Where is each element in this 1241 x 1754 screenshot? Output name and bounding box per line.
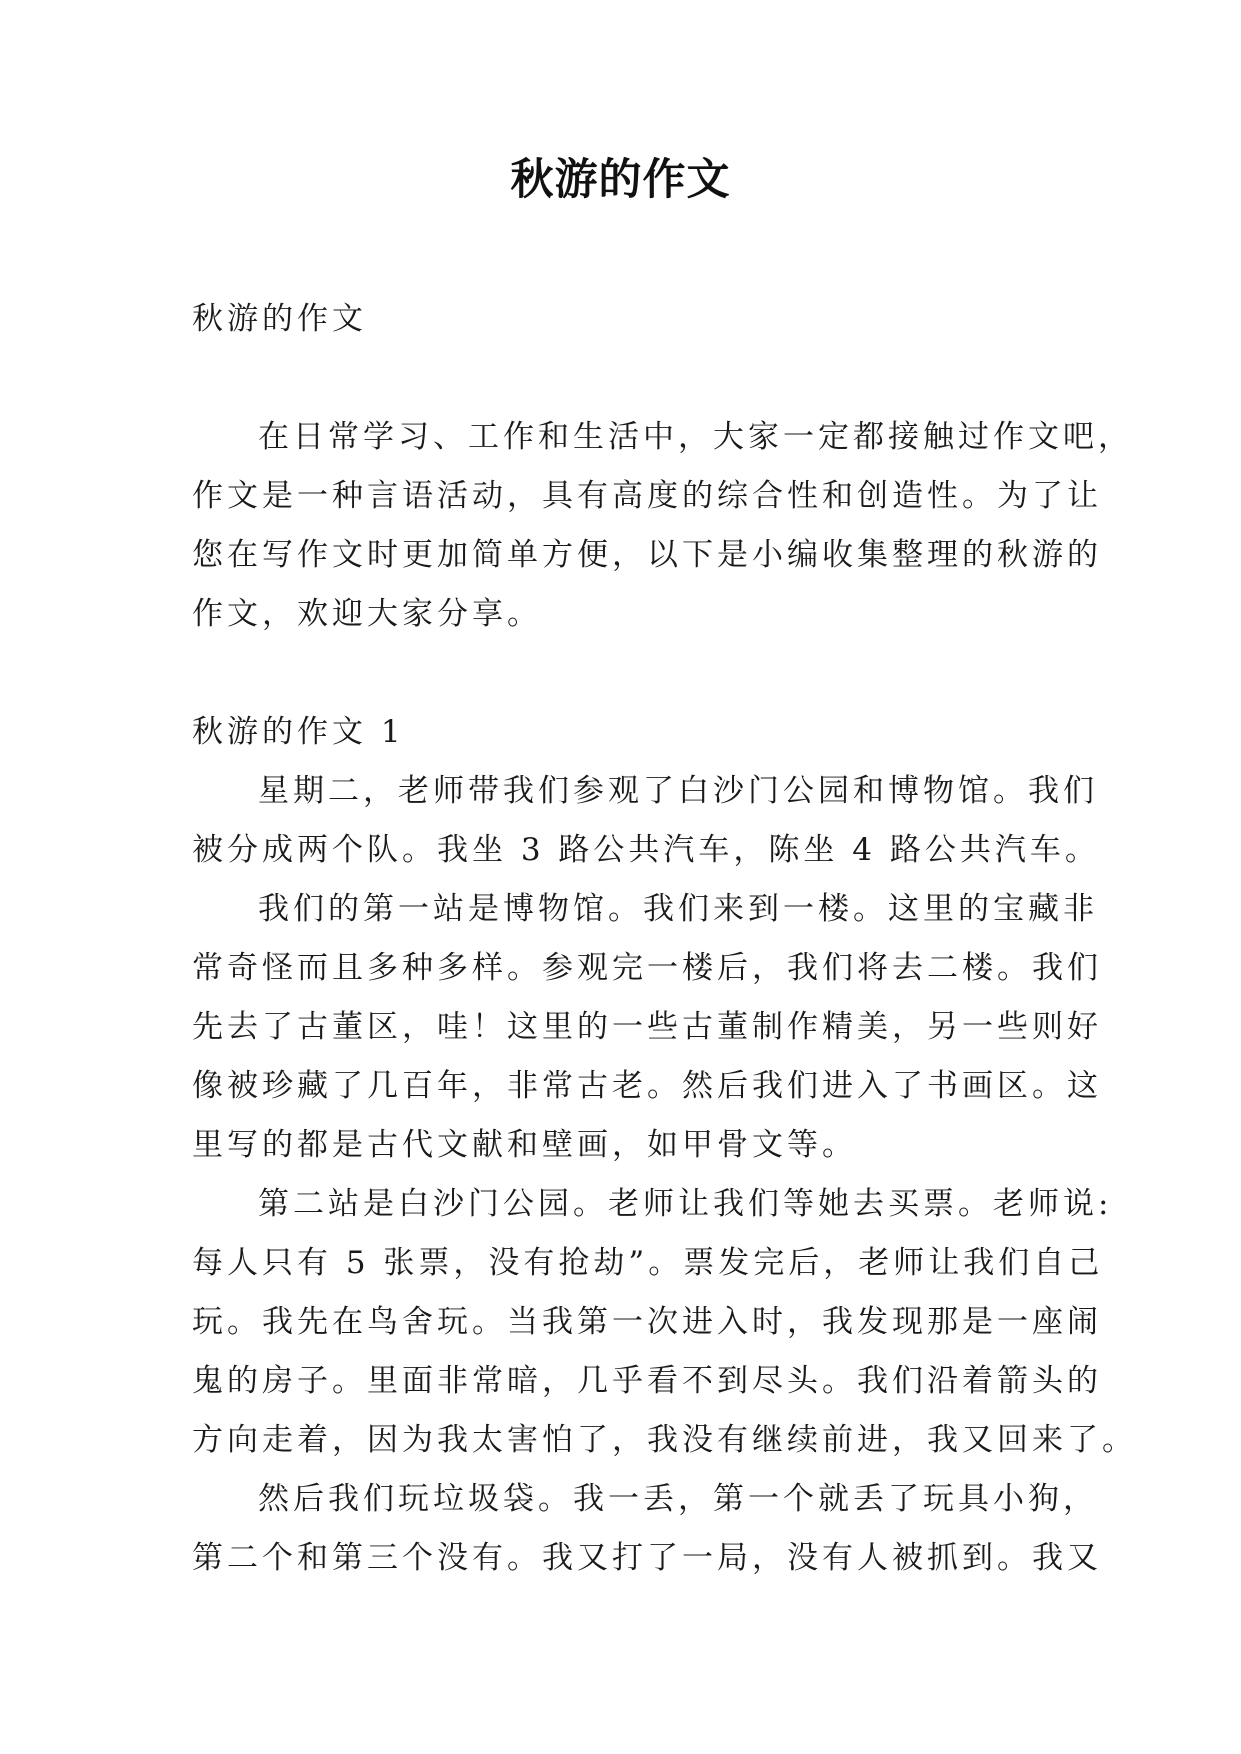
paragraph-line: 第二站是白沙门公园。老师让我们等她去买票。老师说: xyxy=(258,1186,1113,1222)
paragraph-line: 鬼的房子。里面非常暗，几乎看不到尽头。我们沿着箭头的 xyxy=(192,1363,1102,1399)
paragraph-line: 我们的第一站是博物馆。我们来到一楼。这里的宝藏非 xyxy=(258,891,1098,927)
paragraph-line: 您在写作文时更加简单方便，以下是小编收集整理的秋游的 xyxy=(192,537,1102,573)
story-paragraph-4 xyxy=(192,1470,1102,1588)
section-heading: 秋游的作文 1 xyxy=(192,714,405,750)
intro-paragraph xyxy=(192,408,1133,644)
paragraph-line: 星期二，老师带我们参观了白沙门公园和博物馆。我们 xyxy=(258,773,1098,809)
paragraph-line: 然后我们玩垃圾袋。我一丢，第一个就丢了玩具小狗， xyxy=(258,1481,1098,1517)
paragraph-line: 在日常学习、工作和生活中，大家一定都接触过作文吧， xyxy=(258,419,1133,455)
document-title: 秋游的作文 xyxy=(510,155,731,205)
document-body xyxy=(192,290,1137,1588)
paragraph-line: 常奇怪而且多种多样。参观完一楼后，我们将去二楼。我们 xyxy=(192,950,1102,986)
paragraph-line: 作文是一种言语活动，具有高度的综合性和创造性。为了让 xyxy=(192,478,1102,514)
paragraph-line: 第二个和第三个没有。我又打了一局，没有人被抓到。我又 xyxy=(192,1540,1102,1576)
paragraph-line: 每人只有 5 张票，没有抢劫”。票发完后，老师让我们自己 xyxy=(192,1245,1104,1281)
paragraph-line: 里写的都是古代文献和壁画，如甲骨文等。 xyxy=(192,1127,857,1163)
paragraph-line: 像被珍藏了几百年，非常古老。然后我们进入了书画区。这 xyxy=(192,1068,1102,1104)
document-subtitle: 秋游的作文 xyxy=(192,301,367,337)
story-paragraph-2 xyxy=(192,880,1102,1175)
paragraph-line: 作文，欢迎大家分享。 xyxy=(192,596,542,632)
paragraph-line: 先去了古董区，哇！这里的一些古董制作精美，另一些则好 xyxy=(192,1009,1102,1045)
story-paragraph-1 xyxy=(192,762,1100,880)
paragraph-line: 被分成两个队。我坐 3 路公共汽车，陈坐 4 路公共汽车。 xyxy=(192,832,1100,868)
paragraph-line: 玩。我先在鸟舍玩。当我第一次进入时，我发现那是一座闹 xyxy=(192,1304,1102,1340)
paragraph-line: 方向走着，因为我太害怕了，我没有继续前进，我又回来了。 xyxy=(192,1422,1137,1458)
blank-line xyxy=(192,349,1062,408)
blank-line xyxy=(192,644,1062,703)
story-paragraph-3 xyxy=(192,1175,1137,1470)
